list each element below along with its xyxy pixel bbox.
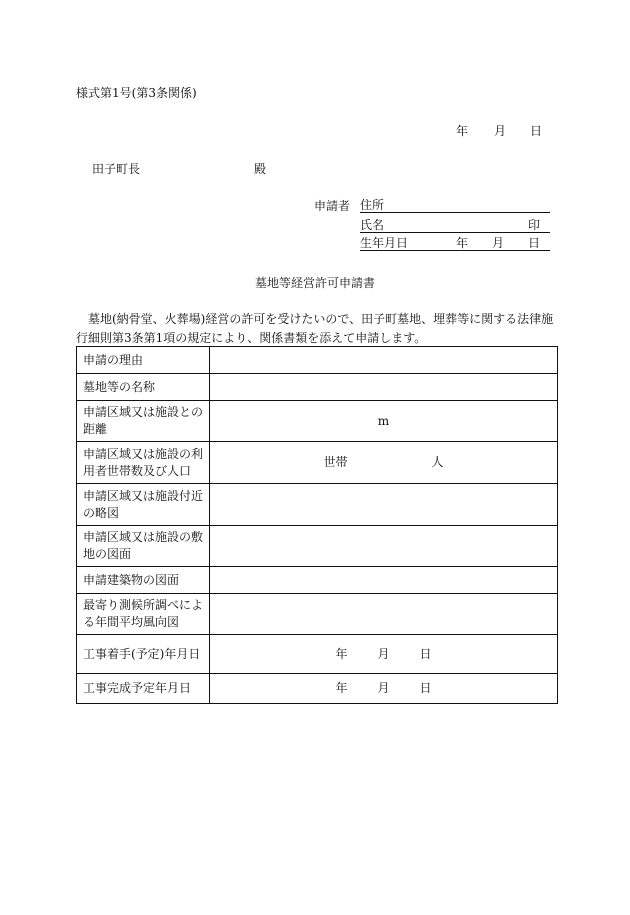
- row-label-distance: 申請区域又は施設との距離: [77, 401, 210, 442]
- address-label: 住所: [360, 198, 385, 212]
- table-row: [77, 374, 558, 401]
- table-row: [77, 401, 558, 442]
- table-row: [77, 442, 558, 484]
- row-value-site-plan[interactable]: [210, 526, 558, 567]
- distance-unit: m: [377, 413, 390, 428]
- birth-day-label: 日: [528, 236, 541, 250]
- row-value-start-date[interactable]: [210, 635, 558, 674]
- row-label-users: 申請区域又は施設の利用者世帯数及び人口: [77, 442, 210, 484]
- document-title: 墓地等経営許可申請書: [254, 276, 375, 290]
- birth-month-label: 月: [492, 236, 505, 250]
- households-unit: 世帯: [323, 455, 348, 469]
- row-value-completion-date[interactable]: [210, 674, 558, 704]
- row-label-completion-date: 工事完成予定年月日: [77, 674, 210, 704]
- applicant-name-field[interactable]: [360, 216, 550, 233]
- row-value-reason[interactable]: [210, 347, 558, 374]
- table-row: [77, 526, 558, 567]
- applicant-birthdate-field[interactable]: [360, 234, 550, 251]
- start-month-label: 月: [377, 646, 390, 661]
- row-value-building-drawing[interactable]: [210, 567, 558, 594]
- row-label-start-date: 工事着手(予定)年月日: [77, 635, 210, 674]
- birthdate-label: 生年月日: [360, 236, 409, 250]
- table-row: [77, 347, 558, 374]
- date-month-label: 月: [494, 124, 507, 138]
- row-label-site-plan: 申請区域又は施設の敷地の図面: [77, 526, 210, 567]
- completion-day-label: 日: [419, 681, 432, 695]
- row-value-distance[interactable]: [210, 401, 558, 442]
- row-value-wind-chart[interactable]: [210, 594, 558, 635]
- completion-month-label: 月: [377, 681, 390, 695]
- name-label: 氏名: [360, 218, 385, 232]
- birth-year-label: 年: [456, 236, 469, 250]
- seal-mark: 印: [527, 218, 540, 232]
- row-value-vicinity-map[interactable]: [210, 484, 558, 526]
- applicant-address-field[interactable]: [360, 196, 550, 213]
- date-year-label: 年: [456, 124, 469, 138]
- table-row: [77, 674, 558, 704]
- table-row: [77, 567, 558, 594]
- row-value-facility-name[interactable]: [210, 374, 558, 401]
- people-unit: 人: [431, 455, 444, 469]
- date-day-label: 日: [530, 124, 543, 138]
- row-label-building-drawing: 申請建築物の図面: [77, 567, 210, 594]
- row-label-vicinity-map: 申請区域又は施設付近の略図: [77, 484, 210, 526]
- application-date: [456, 122, 542, 139]
- table-row: [77, 594, 558, 635]
- start-year-label: 年: [335, 646, 348, 661]
- application-table: [76, 346, 558, 704]
- addressee: 田子町長: [92, 162, 141, 176]
- table-row: [77, 635, 558, 674]
- start-day-label: 日: [419, 646, 432, 661]
- completion-year-label: 年: [335, 681, 348, 695]
- applicant-label: 申請者: [314, 199, 351, 213]
- row-label-reason: 申請の理由: [77, 347, 210, 374]
- form-number: 様式第1号(第3条関係): [76, 86, 197, 100]
- intro-paragraph: 墓地(納骨堂、火葬場)経営の許可を受けたいので、田子町墓地、埋葬等に関する法律施行細則第3条第1項の規定により、関係書類を添えて申請します。: [76, 312, 554, 345]
- row-value-users[interactable]: [210, 442, 558, 484]
- table-row: [77, 484, 558, 526]
- row-label-facility-name: 墓地等の名称: [77, 374, 210, 401]
- honorific: 殿: [254, 162, 267, 176]
- row-label-wind-chart: 最寄り測候所調べによる年間平均風向図: [77, 594, 210, 635]
